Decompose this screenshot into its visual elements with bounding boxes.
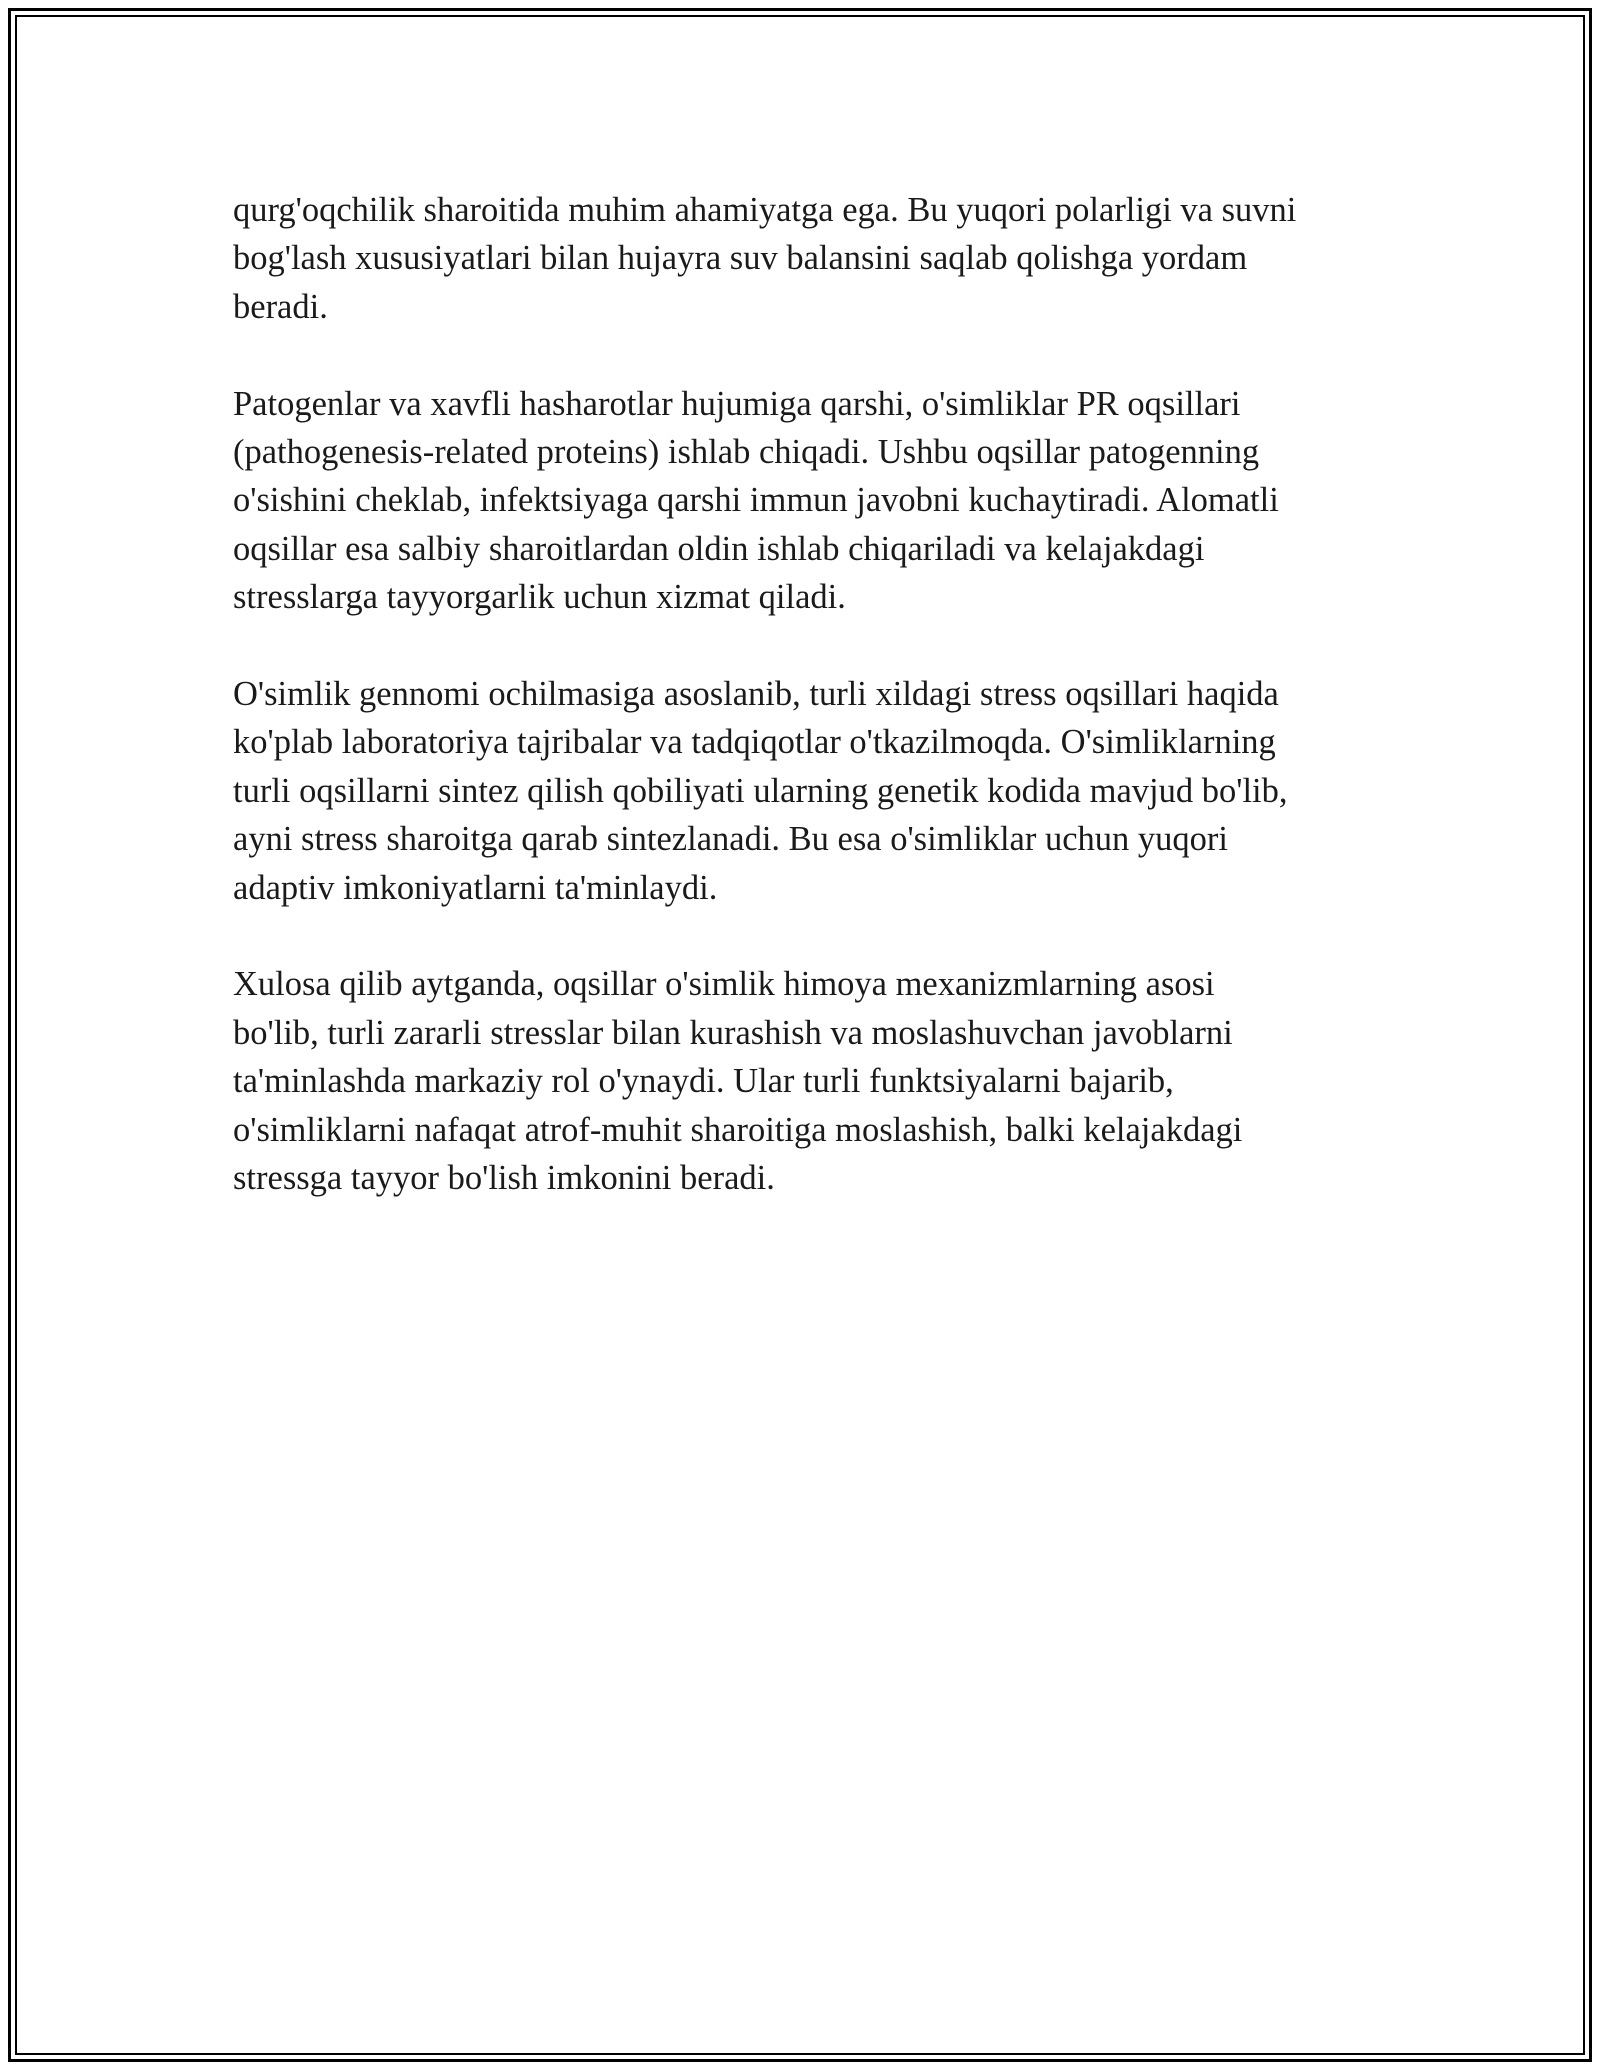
document-body	[233, 186, 1393, 1251]
paragraph-4: Xulosa qilib aytganda, oqsillar o'simlik himoya mexanizmlarning asosi bo'lib, turli zararli stresslar bilan kurashish va moslashuvchan javoblarni ta'minlashda markaziy rol o'ynaydi. Ular turli funktsiyalarni bajarib, o'simliklarni nafaqat atrof-muhit sharoitiga moslashish, balki kelajakdagi stressga tayyor bo'lish imkonini beradi.	[233, 965, 1243, 1198]
paragraph-2: Patogenlar va xavfli hasharotlar hujumiga qarshi, o'simliklar PR oqsillari (pathogenesis-related proteins) ishlab chiqadi. Ushbu oqsillar patogenning o'sishini cheklab, infektsiyaga qarshi immun javobni kuchaytiradi. Alomatli oqsillar esa salbiy sharoitlardan oldin ishlab chiqariladi va kelajakdagi stresslarga tayyorgarlik uchun xizmat qiladi.	[233, 384, 1279, 617]
paragraph-1: qurg'oqchilik sharoitida muhim ahamiyatga ega. Bu yuqori polarligi va suvni bog'lash xususiyatlari bilan hujayra suv balansini saqlab qolishga yordam beradi.	[233, 191, 1297, 326]
paragraph-3: O'simlik gennomi ochilmasiga asoslanib, turli xildagi stress oqsillari haqida ko'plab laboratoriya tajribalar va tadqiqotlar o'tkazilmoqda. O'simliklarning turli oqsillarni sintez qilish qobiliyati ularning genetik kodida mavjud bo'lib, ayni stress sharoitga qarab sintezlanadi. Bu esa o'simliklar uchun yuqori adaptiv imkoniyatlarni ta'minlaydi.	[233, 675, 1288, 907]
